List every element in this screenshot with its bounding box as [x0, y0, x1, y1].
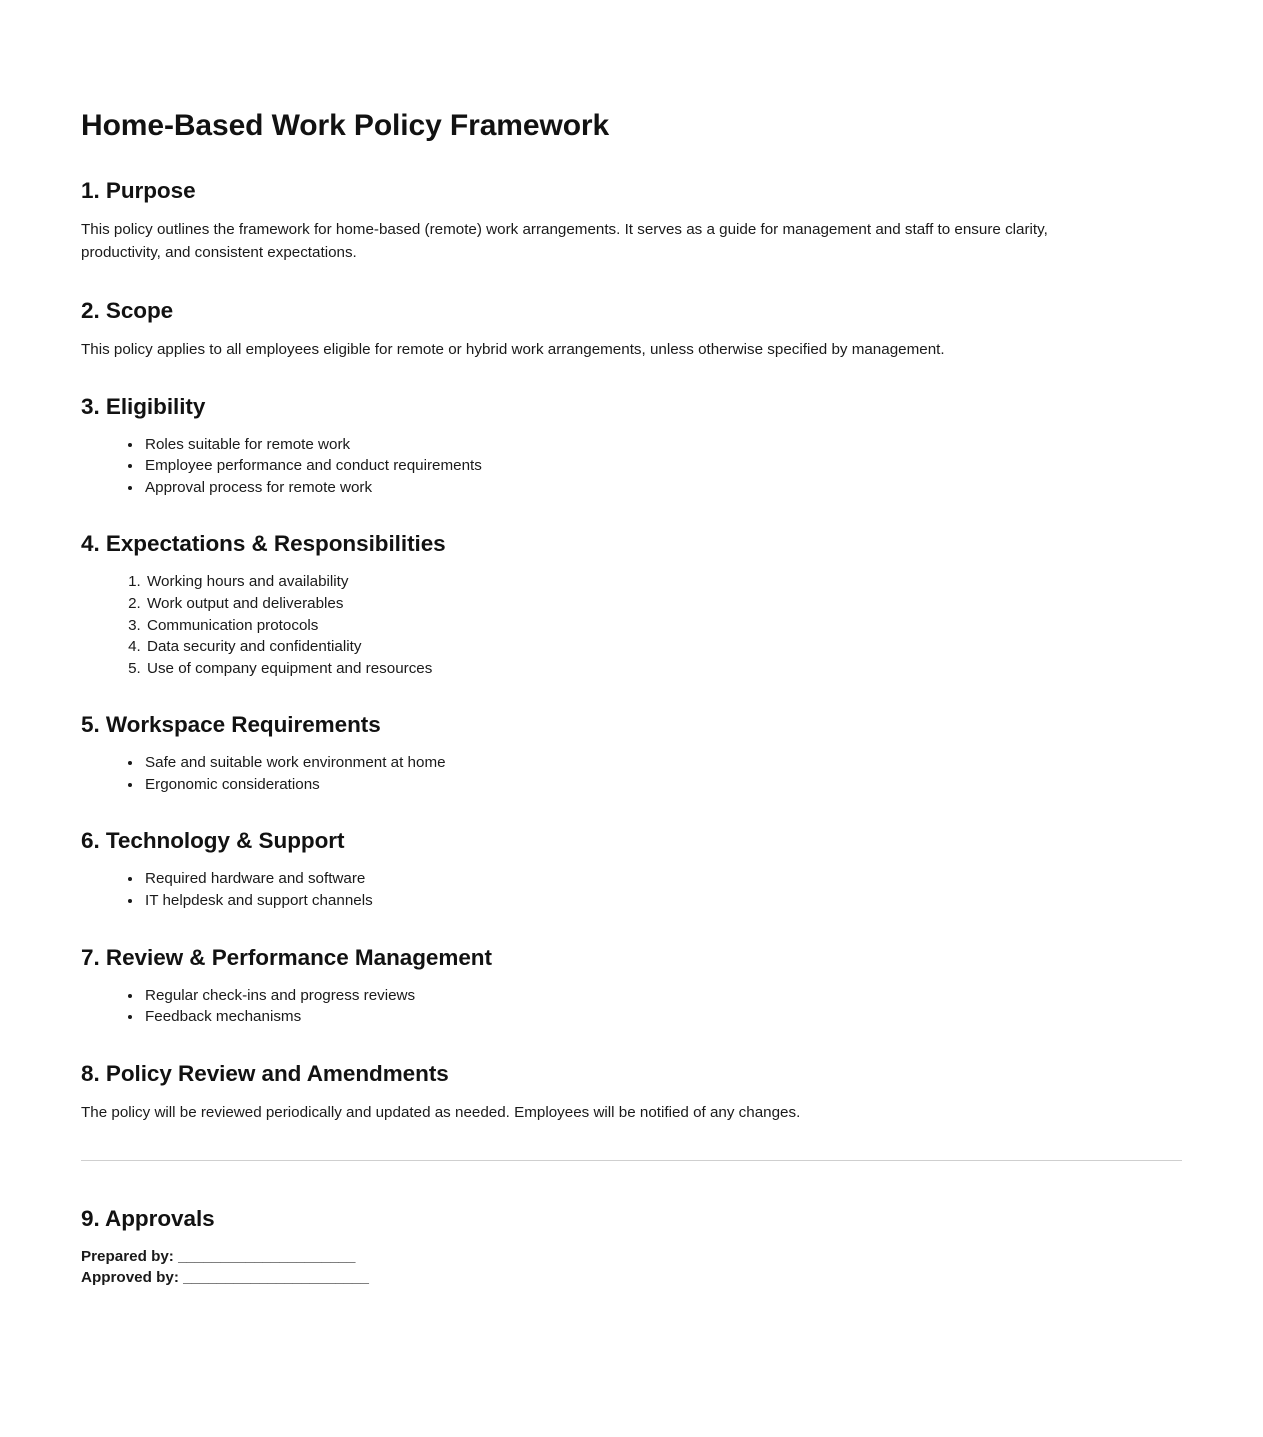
approved-by-line: Approved by: ______________________ — [81, 1269, 369, 1287]
list-item: • Feedback mechanisms — [143, 1006, 1182, 1028]
section-workspace-requirements — [81, 711, 1182, 795]
section-policy-review-amendments — [81, 1060, 1182, 1124]
section-body-scope: This policy applies to all employees eligible for remote or hybrid work arrangements, unless otherwise specified by management. — [81, 340, 945, 358]
list-item: • Employee performance and conduct requirements — [143, 455, 1182, 477]
list-item: • Safe and suitable work environment at home — [143, 752, 1182, 774]
list-item: • Required hardware and software — [143, 868, 1182, 890]
section-body-policy-review-amendments: The policy will be reviewed periodically and updated as needed. Employees will be notified of any changes. — [81, 1103, 801, 1121]
section-heading-expectations-responsibilities: 4. Expectations & Responsibilities — [81, 531, 446, 557]
section-approvals — [81, 1205, 1182, 1289]
workspace-list — [81, 752, 1182, 795]
section-heading-eligibility: 3. Eligibility — [81, 393, 206, 419]
review-list — [81, 985, 1182, 1028]
section-divider — [81, 1160, 1182, 1161]
list-item: 1. Working hours and availability — [145, 571, 1182, 593]
section-heading-approvals: 9. Approvals — [81, 1205, 215, 1231]
page-title: Home-Based Work Policy Framework — [81, 109, 610, 142]
list-item: • IT helpdesk and support channels — [143, 890, 1182, 912]
list-item: • Roles suitable for remote work — [143, 434, 1182, 456]
section-heading-purpose: 1. Purpose — [81, 178, 196, 204]
list-item: • Regular check-ins and progress reviews — [143, 985, 1182, 1007]
section-body-purpose: This policy outlines the framework for home-based (remote) work arrangements. It serves as a guide for management and staff to ensure clarity, productivity, and consistent expectations. — [81, 221, 1048, 262]
section-heading-review-performance-management: 7. Review & Performance Management — [81, 944, 492, 970]
section-scope — [81, 297, 1182, 361]
list-item: • Approval process for remote work — [143, 477, 1182, 499]
list-item: 2. Work output and deliverables — [145, 593, 1182, 615]
section-expectations-responsibilities — [81, 530, 1182, 679]
technology-list — [81, 868, 1182, 911]
section-purpose — [81, 177, 1182, 264]
list-item: 5. Use of company equipment and resources — [145, 658, 1182, 680]
section-technology-support — [81, 827, 1182, 911]
list-item: 4. Data security and confidentiality — [145, 636, 1182, 658]
prepared-by-line: Prepared by: _____________________ — [81, 1247, 356, 1265]
eligibility-list — [81, 434, 1182, 499]
section-review-performance-management — [81, 944, 1182, 1028]
list-item: 3. Communication protocols — [145, 615, 1182, 637]
signature-block — [81, 1246, 1182, 1289]
section-heading-workspace-requirements: 5. Workspace Requirements — [81, 712, 381, 738]
expectations-list — [81, 571, 1182, 679]
section-heading-scope: 2. Scope — [81, 297, 174, 323]
section-heading-technology-support: 6. Technology & Support — [81, 828, 345, 854]
list-item: • Ergonomic considerations — [143, 774, 1182, 796]
section-heading-policy-review-amendments: 8. Policy Review and Amendments — [81, 1060, 449, 1086]
section-eligibility — [81, 393, 1182, 499]
